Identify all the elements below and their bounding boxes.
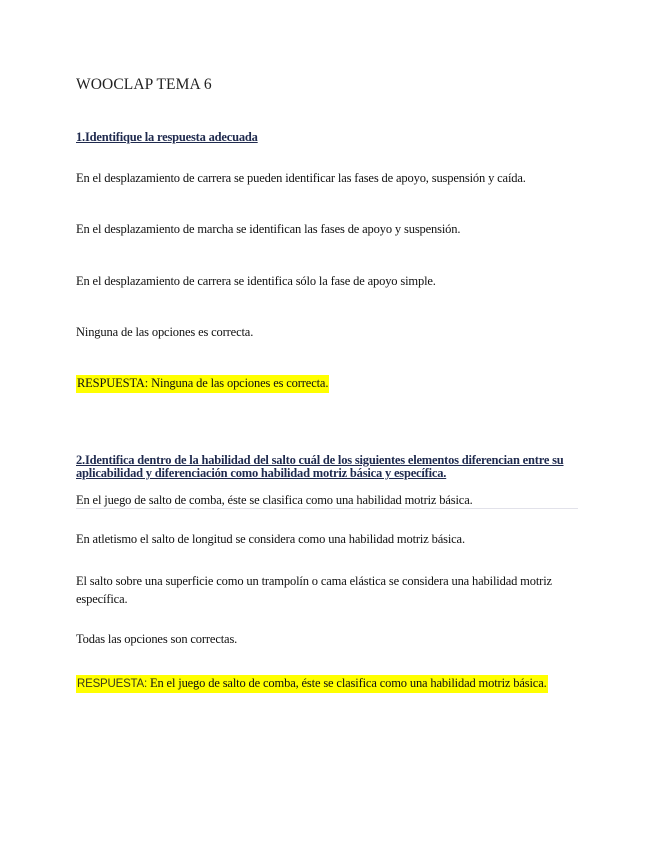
question-2-answer (76, 675, 548, 693)
question-2-option-4: Todas las opciones son correctas. (76, 632, 238, 646)
divider-line (76, 508, 578, 509)
question-2-option-2: En atletismo el salto de longitud se considera como una habilidad motriz básica. (76, 532, 465, 546)
question-2-option-3: El salto sobre una superficie como un trampolín o cama elástica se considera una habilidad motriz específica. (76, 574, 552, 606)
question-1-option-1: En el desplazamiento de carrera se pueden identificar las fases de apoyo, suspensión y caída. (76, 171, 526, 185)
document-title: WOOCLAP TEMA 6 (76, 76, 212, 93)
question-1-option-4: Ninguna de las opciones es correcta. (76, 325, 254, 339)
answer-text: Ninguna de las opciones es correcta. (151, 376, 329, 390)
question-1-option-3: En el desplazamiento de carrera se identifica sólo la fase de apoyo simple. (76, 274, 436, 288)
question-2-heading: 2.Identifica dentro de la habilidad del salto cuál de los siguientes elementos diferencian entre su aplicabilidad y diferenciación como habilidad motriz básica y específica. (76, 453, 564, 480)
answer-label: RESPUESTA: (77, 678, 147, 690)
question-1-heading: 1.Identifique la respuesta adecuada (76, 130, 258, 144)
answer-text: En el juego de salto de comba, éste se clasifica como una habilidad motriz básica. (149, 676, 547, 690)
question-1-answer (76, 375, 329, 393)
answer-label: RESPUESTA: (77, 376, 149, 390)
question-2-option-1: En el juego de salto de comba, éste se clasifica como una habilidad motriz básica. (76, 493, 473, 507)
question-1-option-2: En el desplazamiento de marcha se identifican las fases de apoyo y suspensión. (76, 222, 461, 236)
